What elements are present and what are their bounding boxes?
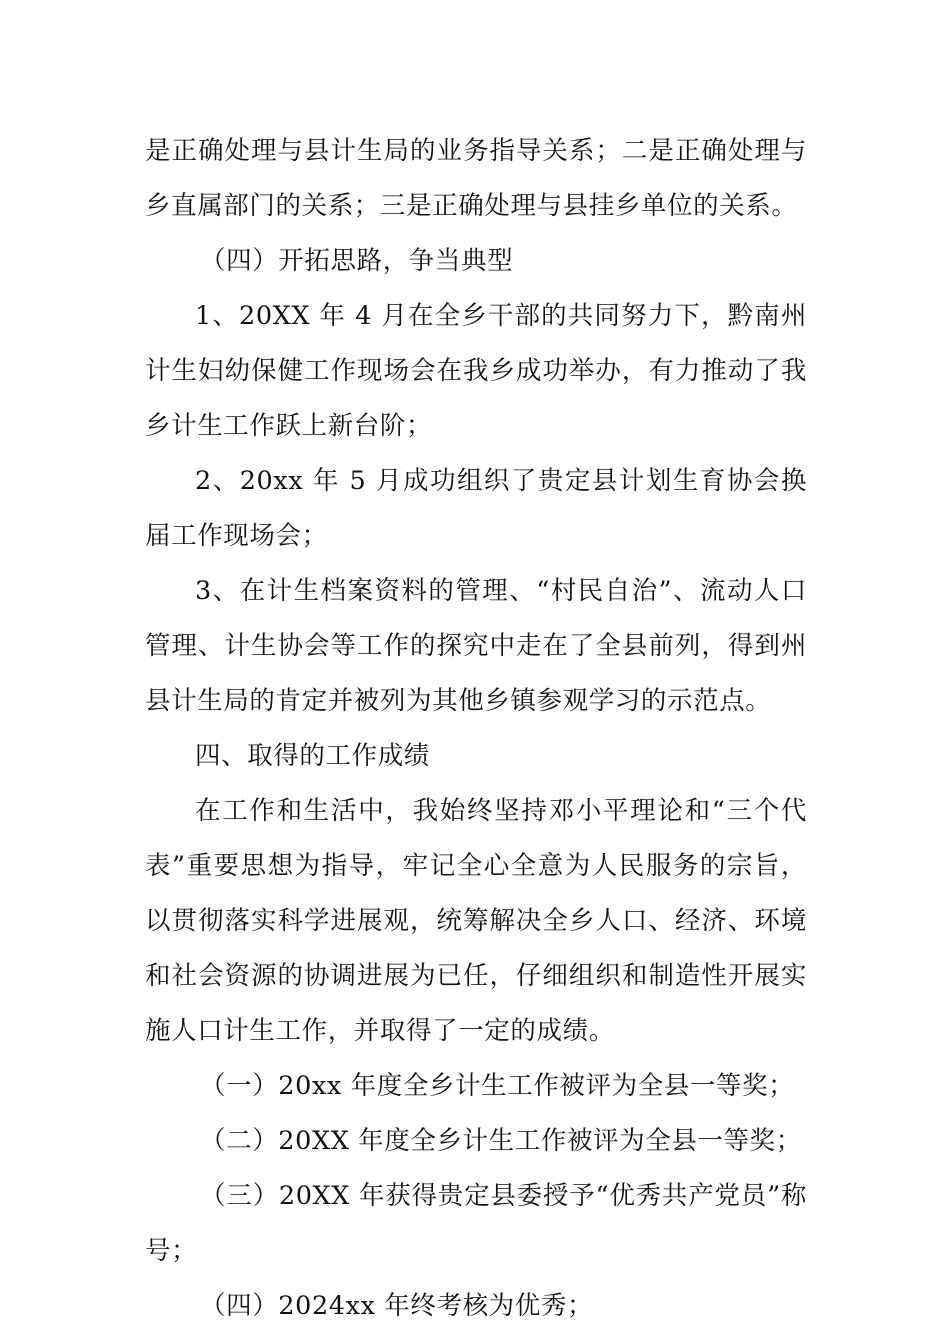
section-heading-achievements: 四、取得的工作成绩 bbox=[195, 741, 430, 771]
list-item-1: 1、20XX 年 4 月在全乡干部的共同努力下，黔南州计生妇幼保健工作现场会在我乡成功举办，有力推动了我乡计生工作跃上新台阶； bbox=[145, 301, 807, 441]
document-body bbox=[145, 124, 807, 1334]
list-item-3: 3、在计生档案资料的管理、“村民自治”、流动人口管理、计生协会等工作的探究中走在了全县前列，得到州县计生局的肯定并被列为其他乡镇参观学习的示范点。 bbox=[145, 576, 807, 716]
section-heading-4: （四）开拓思路，争当典型 bbox=[200, 246, 514, 276]
achievement-item-1: （一）20xx 年度全乡计生工作被评为全县一等奖； bbox=[200, 1071, 795, 1101]
list-item-2: 2、20xx 年 5 月成功组织了贵定县计划生育协会换届工作现场会； bbox=[145, 466, 807, 551]
achievement-item-3: （三）20XX 年获得贵定县委授予“优秀共产党员”称号； bbox=[145, 1181, 807, 1266]
achievement-item-2: （二）20XX 年度全乡计生工作被评为全县一等奖； bbox=[200, 1126, 802, 1156]
achievement-item-4: （四）2024xx 年终考核为优秀； bbox=[200, 1291, 594, 1321]
paragraph-continued: 是正确处理与县计生局的业务指导关系；二是正确处理与乡直属部门的关系；三是正确处理与县挂乡单位的关系。 bbox=[145, 136, 807, 221]
paragraph-achievements: 在工作和生活中，我始终坚持邓小平理论和“三个代表”重要思想为指导，牢记全心全意为人民服务的宗旨，以贯彻落实科学进展观，统筹解决全乡人口、经济、环境和社会资源的协调进展为已任，仔细组织和制造性开展实施人口计生工作，并取得了一定的成绩。 bbox=[145, 796, 807, 1046]
